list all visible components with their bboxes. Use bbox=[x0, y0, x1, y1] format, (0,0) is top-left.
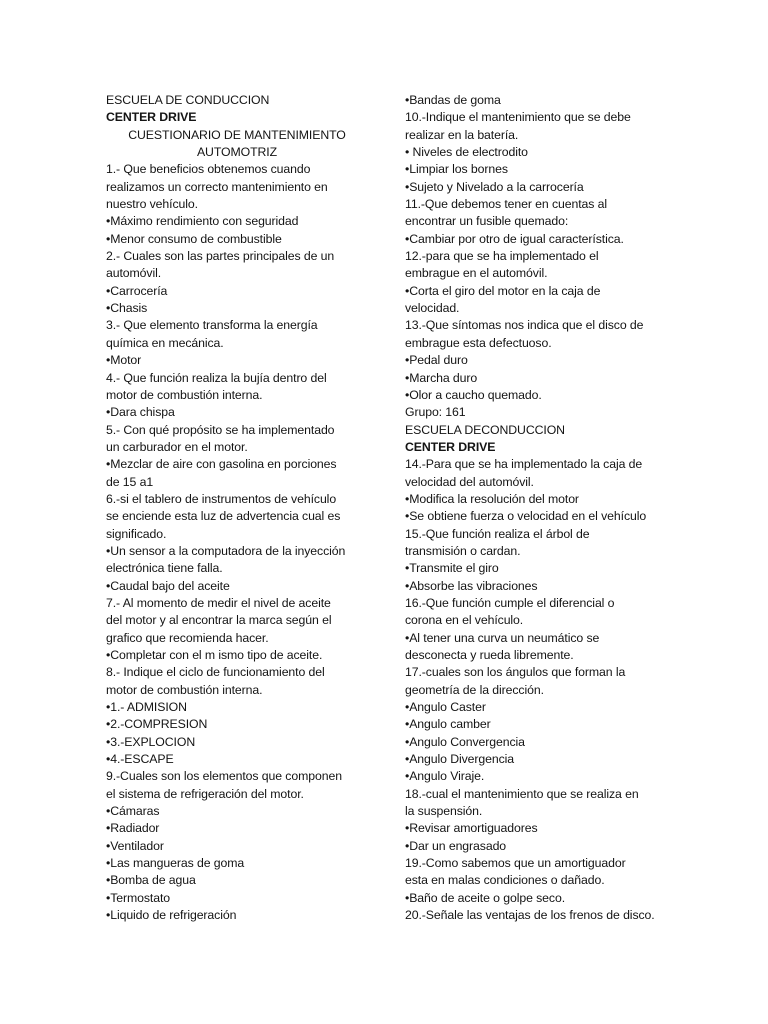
left-column-line: grafico que recomienda hacer. bbox=[106, 630, 269, 645]
right-column-line: la suspensión. bbox=[405, 804, 483, 819]
right-column-line: realizar en la batería. bbox=[405, 127, 519, 142]
right-column-line: •Angulo Caster bbox=[405, 700, 486, 715]
right-column-line: 14.-Para que se ha implementado la caja de bbox=[405, 457, 643, 472]
left-column-line: química en mecánica. bbox=[106, 335, 224, 350]
left-column-line: de 15 a1 bbox=[106, 474, 154, 489]
right-column-line: ESCUELA DECONDUCCION bbox=[405, 422, 565, 437]
left-column-line: •Las mangueras de goma bbox=[106, 856, 245, 871]
left-column-line: significado. bbox=[106, 526, 167, 541]
left-column-line: nuestro vehículo. bbox=[106, 197, 198, 212]
left-column-line: 8.- Indique el ciclo de funcionamiento del bbox=[106, 665, 325, 680]
right-column-line: embrague esta defectuoso. bbox=[405, 335, 552, 350]
left-column-line: •Dara chispa bbox=[106, 405, 175, 420]
left-column-line: 4.- Que función realiza la bujía dentro del bbox=[106, 370, 327, 385]
right-column-line: velocidad. bbox=[405, 301, 460, 316]
left-column-line: •Menor consumo de combustible bbox=[106, 231, 282, 246]
right-column-line: •Cambiar por otro de igual característica. bbox=[405, 231, 624, 246]
left-column-line: •Termostato bbox=[106, 890, 171, 905]
left-column-line: •Motor bbox=[106, 353, 142, 368]
right-column-line: •Limpiar los bornes bbox=[405, 162, 508, 177]
left-column-line: CENTER DRIVE bbox=[106, 110, 197, 125]
left-column-line: el sistema de refrigeración del motor. bbox=[106, 786, 304, 801]
right-column-line: 15.-Que función realiza el árbol de bbox=[405, 526, 590, 541]
left-column-line: 5.- Con qué propósito se ha implementado bbox=[106, 422, 335, 437]
left-column-line: •2.-COMPRESION bbox=[106, 717, 208, 732]
right-column-line: •Revisar amortiguadores bbox=[405, 821, 538, 836]
left-text-column bbox=[106, 92, 368, 925]
left-column-line: •4.-ESCAPE bbox=[106, 752, 174, 767]
right-column-line: •Absorbe las vibraciones bbox=[405, 578, 538, 593]
right-column-line: •Dar un engrasado bbox=[405, 838, 507, 853]
left-column-line: realizamos un correcto mantenimiento en bbox=[106, 179, 328, 194]
left-column-line: •Liquido de refrigeración bbox=[106, 908, 237, 923]
right-column-line: Grupo: 161 bbox=[405, 405, 466, 420]
left-column-line: motor de combustión interna. bbox=[106, 387, 263, 402]
right-column-line: • Niveles de electrodito bbox=[405, 145, 528, 160]
right-column-line: •Olor a caucho quemado. bbox=[405, 387, 542, 402]
right-column-line: •Angulo camber bbox=[405, 717, 491, 732]
right-column-line: •Angulo Divergencia bbox=[405, 752, 515, 767]
right-column-line: esta en malas condiciones o dañado. bbox=[405, 873, 605, 888]
right-column-line: •Baño de aceite o golpe seco. bbox=[405, 890, 566, 905]
left-column-line: •Completar con el m ismo tipo de aceite. bbox=[106, 648, 323, 662]
right-column-line: 10.-Indique el mantenimiento que se debe bbox=[405, 110, 631, 125]
left-column-line: •Caudal bajo del aceite bbox=[106, 578, 230, 593]
left-column-line: •Bomba de agua bbox=[106, 873, 196, 888]
right-column-line: 12.-para que se ha implementado el bbox=[405, 249, 599, 264]
right-column-line: 18.-cual el mantenimiento que se realiza en bbox=[405, 786, 639, 801]
left-column-line: se enciende esta luz de advertencia cual es bbox=[106, 509, 341, 524]
right-column-line: 20.-Señale las ventajas de los frenos de disco. bbox=[405, 908, 655, 923]
right-column-line: 13.-Que síntomas nos indica que el disco de bbox=[405, 318, 644, 333]
left-column-line: motor de combustión interna. bbox=[106, 682, 263, 697]
left-column-line: •1.- ADMISION bbox=[106, 700, 187, 715]
left-column-line: •Máximo rendimiento con seguridad bbox=[106, 214, 299, 229]
right-column-line: geometría de la dirección. bbox=[405, 682, 544, 697]
left-column-line: CUESTIONARIO DE MANTENIMIENTO bbox=[128, 127, 346, 142]
right-column-line: corona en el vehículo. bbox=[405, 613, 524, 628]
right-column-line: 11.-Que debemos tener en cuentas al bbox=[405, 197, 608, 212]
left-column-line: AUTOMOTRIZ bbox=[196, 145, 278, 160]
left-column-line: •Chasis bbox=[106, 301, 148, 316]
left-column-line: •Carrocería bbox=[106, 283, 168, 298]
right-column-line: •Transmite el giro bbox=[405, 561, 499, 576]
left-column-line: 6.-si el tablero de instrumentos de vehículo bbox=[106, 491, 337, 506]
right-column-line: •Sujeto y Nivelado a la carrocería bbox=[405, 179, 584, 194]
left-column-line: •Radiador bbox=[106, 821, 160, 836]
right-column-line: 17.-cuales son los ángulos que forman la bbox=[405, 665, 626, 680]
right-column-line: •Corta el giro del motor en la caja de bbox=[405, 283, 601, 298]
right-column-line: •Se obtiene fuerza o velocidad en el vehículo bbox=[405, 509, 647, 524]
right-column-line: transmisión o cardan. bbox=[405, 543, 521, 558]
left-column-line: •Cámaras bbox=[106, 804, 160, 819]
left-column-line: ESCUELA DE CONDUCCION bbox=[106, 93, 270, 107]
left-column-line: electrónica tiene falla. bbox=[106, 561, 223, 576]
right-column-line: velocidad del automóvil. bbox=[405, 474, 534, 489]
left-column-line: del motor y al encontrar la marca según el bbox=[106, 613, 332, 628]
left-column-line: 7.- Al momento de medir el nivel de aceite bbox=[106, 595, 331, 610]
right-column-line: CENTER DRIVE bbox=[405, 439, 496, 454]
right-column-line: embrague en el automóvil. bbox=[405, 266, 548, 281]
left-column-line: 3.- Que elemento transforma la energía bbox=[106, 318, 318, 333]
right-column-line: •Pedal duro bbox=[405, 353, 468, 368]
right-column-line: 16.-Que función cumple el diferencial o bbox=[405, 595, 615, 610]
right-column-line: •Angulo Viraje. bbox=[405, 769, 485, 784]
right-column-line: 19.-Como sabemos que un amortiguador bbox=[405, 856, 626, 871]
right-text-column bbox=[405, 92, 667, 925]
left-column-line: un carburador en el motor. bbox=[106, 439, 248, 454]
right-column-line: desconecta y rueda libremente. bbox=[405, 648, 574, 662]
right-column-line: •Modifica la resolución del motor bbox=[405, 491, 579, 506]
right-column-line: •Angulo Convergencia bbox=[405, 734, 525, 749]
left-column-line: 1.- Que beneficios obtenemos cuando bbox=[106, 162, 311, 177]
left-column-line: •Ventilador bbox=[106, 838, 164, 853]
right-column-line: •Al tener una curva un neumático se bbox=[405, 630, 600, 645]
left-column-line: •Mezclar de aire con gasolina en porciones bbox=[106, 457, 337, 472]
left-column-line: •Un sensor a la computadora de la inyección bbox=[106, 543, 346, 558]
right-column-line: •Bandas de goma bbox=[405, 93, 501, 107]
left-column-line: automóvil. bbox=[106, 266, 162, 281]
left-column-line: 2.- Cuales son las partes principales de un bbox=[106, 249, 335, 264]
right-column-line: •Marcha duro bbox=[405, 370, 478, 385]
left-column-line: 9.-Cuales son los elementos que componen bbox=[106, 769, 342, 784]
left-column-line: •3.-EXPLOCION bbox=[106, 734, 196, 749]
right-column-line: encontrar un fusible quemado: bbox=[405, 214, 569, 229]
